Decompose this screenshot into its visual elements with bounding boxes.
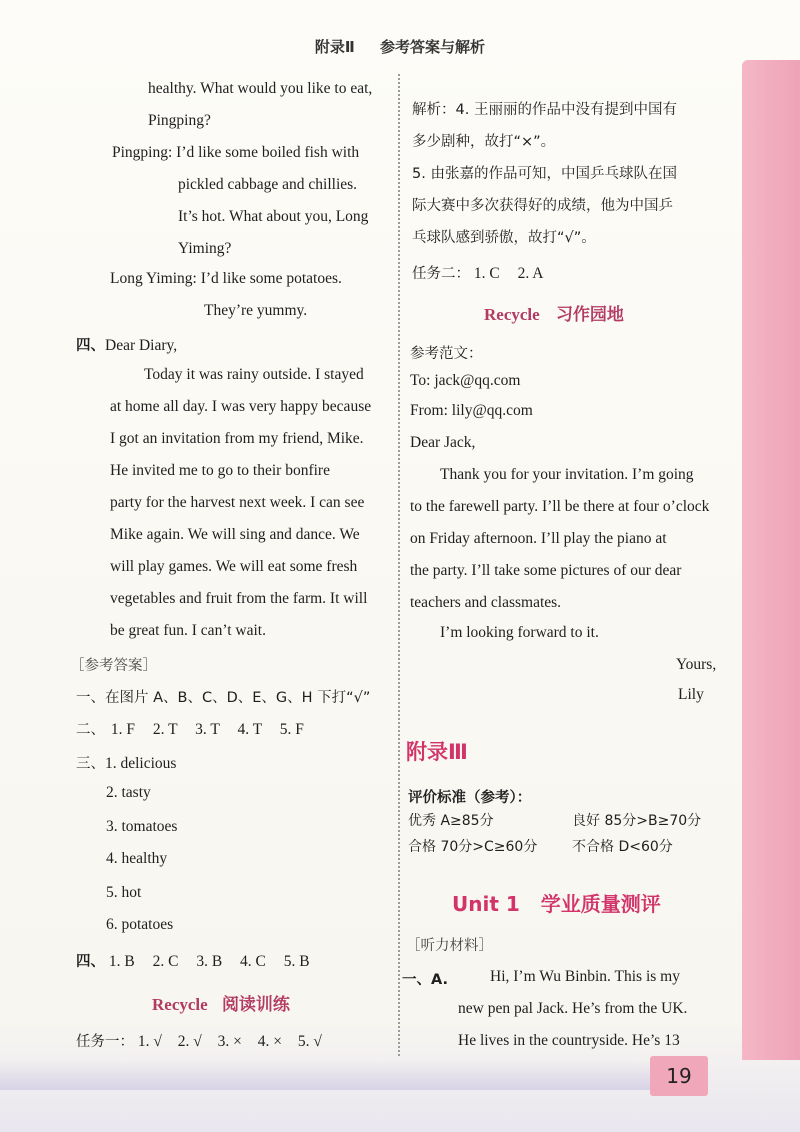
- email-to: To: jack@qq.com: [410, 372, 521, 389]
- email-line: teachers and classmates.: [410, 594, 562, 611]
- text-line: healthy. What would you like to eat,: [148, 80, 373, 97]
- answer-item: 5. hot: [106, 884, 142, 901]
- email-from: From: lily@qq.com: [410, 402, 533, 419]
- question-line: 四、Dear Diary,: [76, 337, 178, 354]
- listening-q1-line: 一、A.: [402, 972, 448, 988]
- text-line: Long Yiming: I’d like some potatoes.: [110, 270, 342, 287]
- analysis-line: 多少剧种，故打“×”。: [412, 134, 556, 150]
- email-line: to the farewell party. I’ll be there at four o’clock: [410, 498, 710, 515]
- answer-line-3: 三、1. delicious: [76, 755, 177, 772]
- header-appendix: 附录Ⅱ: [314, 38, 355, 56]
- listening-line: He lives in the countryside. He’s 13: [458, 1032, 680, 1049]
- analysis-line: 解析：4. 王丽丽的作品中没有提到中国有: [412, 102, 677, 118]
- listening-heading: ［听力材料］: [406, 938, 493, 954]
- listening-line: new pen pal Jack. He’s from the UK.: [458, 1000, 688, 1017]
- analysis-line: 5. 由张嘉的作品可知，中国乒乓球队在国: [412, 166, 677, 182]
- text-line: Pingping: I’d like some boiled fish with: [112, 144, 360, 161]
- email-line: I’m looking forward to it.: [440, 624, 599, 641]
- page-header: [0, 36, 800, 57]
- text-line: It’s hot. What about you, Long: [178, 208, 369, 225]
- email-closing: Yours,: [676, 656, 717, 673]
- grade-excellent: 优秀 A≥85分: [408, 813, 494, 829]
- grade-pass: 合格 70分>C≥60分: [408, 839, 538, 855]
- task2-line: 任务二： 1. C 2. A: [412, 265, 544, 282]
- email-line: Thank you for your invitation. I’m going: [440, 466, 694, 483]
- email-greeting: Dear Jack,: [410, 434, 476, 451]
- answer-item: 6. potatoes: [106, 916, 174, 933]
- answer-line-4: 四、 1. B 2. C 3. B 4. C 5. B: [76, 953, 310, 970]
- bottom-band: [0, 1060, 650, 1090]
- email-signature: Lily: [678, 686, 704, 703]
- page-number: 19: [666, 1064, 692, 1088]
- sample-label: 参考范文：: [410, 346, 483, 362]
- text-line: party for the harvest next week. I can see: [110, 494, 365, 511]
- email-line: the party. I’ll take some pictures of our dear: [410, 562, 682, 579]
- answer-line-2: 二、 1. F 2. T 3. T 4. T 5. F: [76, 721, 304, 738]
- answer-item: 2. tasty: [106, 784, 151, 801]
- text-line: Yiming?: [178, 240, 232, 257]
- text-line: at home all day. I was very happy because: [110, 398, 372, 415]
- text-line: Pingping?: [148, 112, 211, 129]
- column-divider: [398, 74, 400, 1056]
- grade-good: 良好 85分>B≥70分: [572, 813, 702, 829]
- text-line: Mike again. We will sing and dance. We: [110, 526, 360, 543]
- task1-line: 任务一： 1. √ 2. √ 3. × 4. × 5. √: [76, 1033, 322, 1050]
- grade-fail: 不合格 D<60分: [572, 839, 673, 855]
- text-line: He invited me to go to their bonfire: [110, 462, 330, 479]
- text-line: vegetables and fruit from the farm. It will: [110, 590, 368, 607]
- answer-item: 4. healthy: [106, 850, 168, 867]
- answer-item: 3. tomatoes: [106, 818, 178, 835]
- header-title: 参考答案与解析: [380, 38, 486, 56]
- email-line: on Friday afternoon. I’ll play the piano at: [410, 530, 667, 547]
- text-line: pickled cabbage and chillies.: [178, 176, 358, 193]
- text-line: I got an invitation from my friend, Mike.: [110, 430, 364, 447]
- analysis-line: 乓球队感到骄傲，故打“√”。: [412, 230, 596, 246]
- unit-title: Unit 1 学业质量测评: [452, 892, 661, 916]
- recycle-reading-title: Recycle 阅读训练: [152, 995, 290, 1015]
- answer-line: 一、在图片 A、B、C、D、E、G、H 下打“√”: [76, 690, 371, 706]
- analysis-line: 际大赛中多次获得好的成绩，他为中国乒: [412, 198, 673, 214]
- reference-answer-heading: ［参考答案］: [70, 658, 157, 674]
- page-edge-tab: [742, 60, 800, 1060]
- text-line: will play games. We will eat some fresh: [110, 558, 358, 575]
- evaluation-title: 评价标准（参考）：: [408, 790, 532, 806]
- text-line: They’re yummy.: [204, 302, 308, 319]
- listening-line: Hi, I’m Wu Binbin. This is my: [490, 968, 680, 985]
- appendix-3-title: 附录Ⅲ: [406, 740, 468, 764]
- recycle-writing-title: Recycle 习作园地: [484, 305, 624, 325]
- text-line: Today it was rainy outside. I stayed: [144, 366, 364, 383]
- text-line: be great fun. I can’t wait.: [110, 622, 266, 639]
